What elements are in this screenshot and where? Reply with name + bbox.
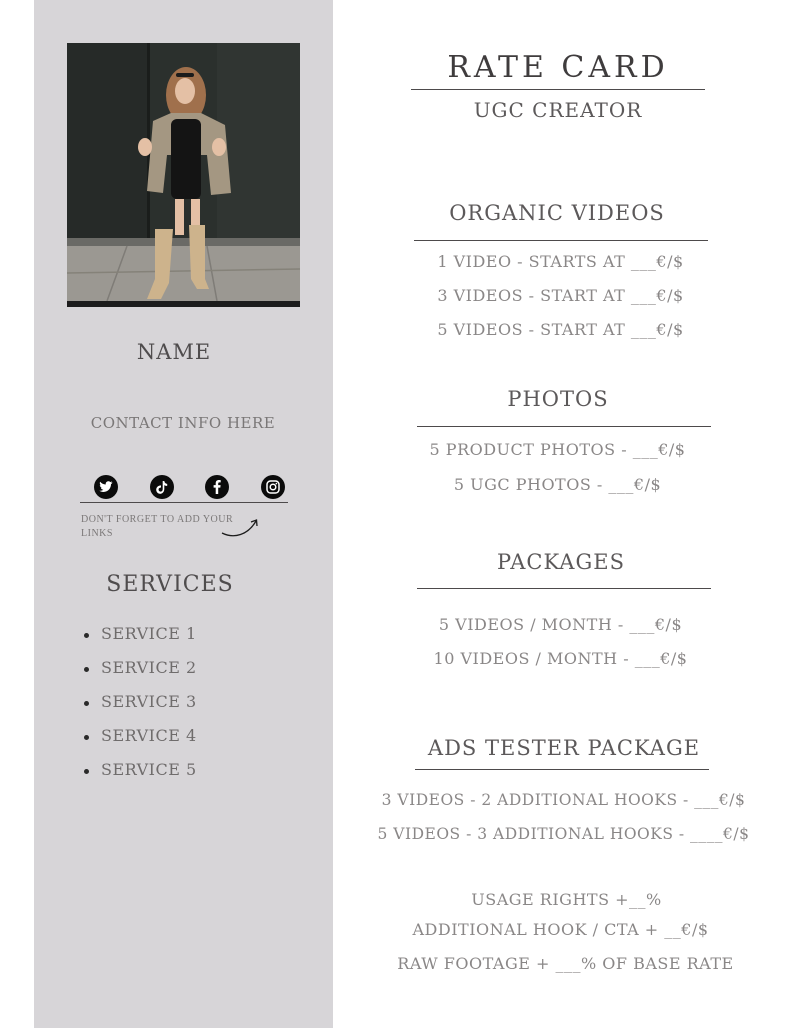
profile-photo bbox=[67, 43, 300, 307]
bullet-icon bbox=[84, 735, 89, 740]
service-label: SERVICE 4 bbox=[101, 726, 197, 745]
bullet-icon bbox=[84, 633, 89, 638]
service-label: SERVICE 1 bbox=[101, 624, 197, 643]
price-line: 3 VIDEOS - 2 ADDITIONAL HOOKS - ___€/$ bbox=[381, 791, 746, 809]
extra-line: ADDITIONAL HOOK / CTA + __€/$ bbox=[412, 920, 709, 939]
reminder-note: DON'T FORGET TO ADD YOUR LINKS bbox=[81, 514, 234, 539]
divider bbox=[80, 502, 288, 503]
section-divider bbox=[417, 426, 711, 427]
bullet-icon bbox=[84, 701, 89, 706]
page-title: RATE CARD bbox=[447, 50, 669, 85]
section-heading-packages: PACKAGES bbox=[497, 550, 625, 574]
bullet-icon bbox=[84, 769, 89, 774]
sidebar bbox=[34, 0, 333, 1028]
list-item bbox=[84, 726, 197, 760]
list-item bbox=[84, 760, 197, 794]
section-heading-ads: ADS TESTER PACKAGE bbox=[427, 736, 701, 760]
service-label: SERVICE 5 bbox=[101, 760, 197, 779]
extra-line: USAGE RIGHTS +__% bbox=[471, 890, 662, 909]
facebook-icon[interactable] bbox=[205, 475, 229, 499]
creator-name: NAME bbox=[136, 340, 212, 364]
service-label: SERVICE 2 bbox=[101, 658, 197, 677]
price-line: 5 VIDEOS - 3 ADDITIONAL HOOKS - ____€/$ bbox=[377, 825, 750, 843]
twitter-icon[interactable] bbox=[94, 475, 118, 499]
arrow-icon bbox=[220, 515, 262, 539]
section-divider bbox=[414, 240, 708, 241]
rate-card-main bbox=[333, 0, 794, 1028]
tiktok-icon[interactable] bbox=[150, 475, 174, 499]
list-item bbox=[84, 692, 197, 726]
instagram-icon[interactable] bbox=[261, 475, 285, 499]
section-divider bbox=[415, 769, 709, 770]
extra-line: RAW FOOTAGE + ___% OF BASE RATE bbox=[397, 954, 734, 973]
service-label: SERVICE 3 bbox=[101, 692, 197, 711]
list-item bbox=[84, 624, 197, 658]
contact-info: CONTACT INFO HERE bbox=[90, 414, 276, 432]
social-links bbox=[91, 475, 281, 501]
bullet-icon bbox=[84, 667, 89, 672]
title-divider bbox=[411, 89, 705, 90]
price-line: 5 PRODUCT PHOTOS - ___€/$ bbox=[429, 440, 686, 459]
services-list bbox=[84, 624, 197, 794]
services-heading: SERVICES bbox=[106, 572, 234, 597]
section-divider bbox=[417, 588, 711, 589]
price-line: 10 VIDEOS / MONTH - ___€/$ bbox=[433, 649, 688, 668]
price-line: 5 VIDEOS / MONTH - ___€/$ bbox=[438, 615, 683, 634]
list-item bbox=[84, 658, 197, 692]
section-heading-organic: ORGANIC VIDEOS bbox=[449, 201, 665, 225]
price-line: 1 VIDEO - STARTS AT ___€/$ bbox=[437, 252, 684, 271]
price-line: 5 VIDEOS - START AT ___€/$ bbox=[437, 320, 684, 339]
price-line: 5 UGC PHOTOS - ___€/$ bbox=[453, 475, 662, 494]
price-line: 3 VIDEOS - START AT ___€/$ bbox=[437, 286, 684, 305]
page-subtitle: UGC CREATOR bbox=[473, 98, 643, 122]
section-heading-photos: PHOTOS bbox=[507, 387, 609, 411]
